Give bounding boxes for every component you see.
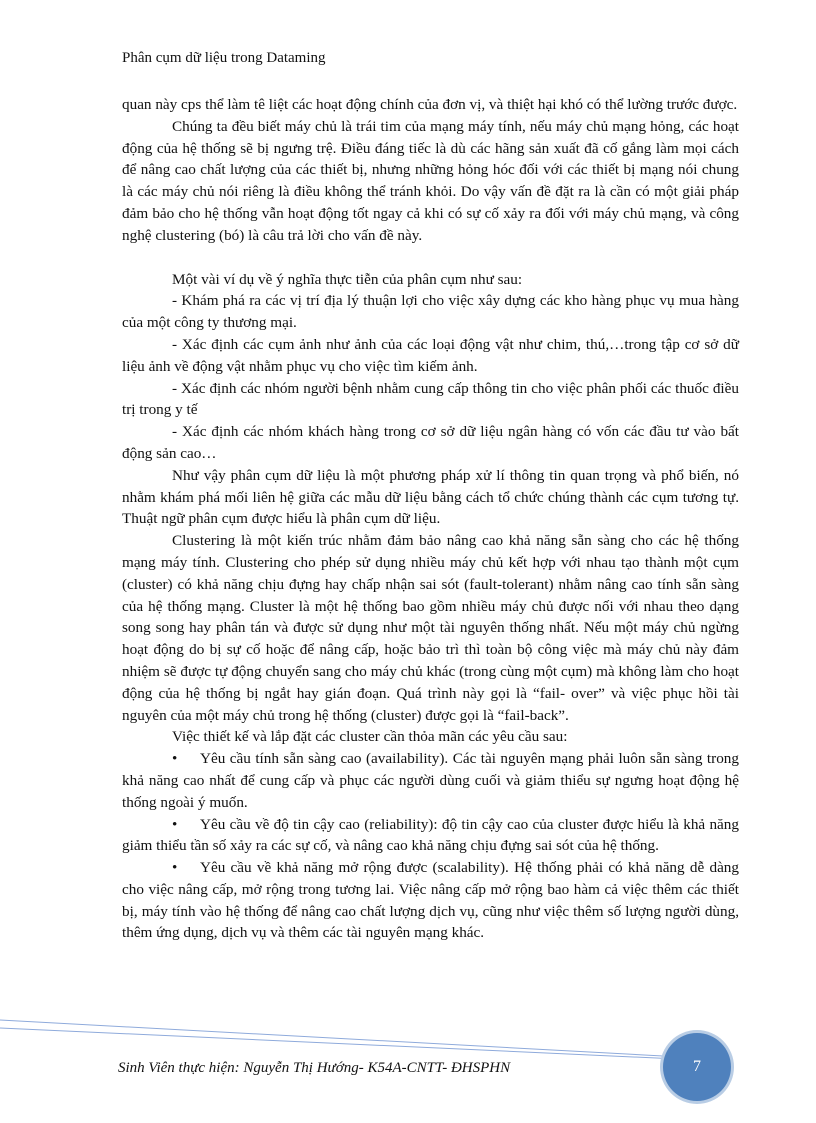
bullet-item xyxy=(122,814,739,858)
list-item: - Khám phá ra các vị trí địa lý thuận lợi cho việc xây dựng các kho hàng phục vụ mua hàng của một công ty thương mại. xyxy=(122,292,739,332)
paragraph: Clustering là một kiến trúc nhằm đảm bảo nâng cao khả năng sẵn sàng cho các hệ thống mạng máy tính. Clustering cho phép sử dụng nhiều máy chủ kết hợp với nhau tạo thành một cụm (cluster) có khả năng chịu đựng hay chấp nhận sai sót (fault-tolerant) nhằm nâng cao tính sẵn sàng của hệ thống mạng. Cluster là một hệ thống bao gồm nhiều máy chủ được nối với nhau theo dạng song song hay phân tán và được sử dụng như một tài nguyên thống nhất. Nếu một máy chủ ngừng hoạt động do bị sự cố hoặc để nâng cấp, hoặc bảo trì thì toàn bộ công việc mà máy chủ này đảm nhiệm sẽ được tự động chuyển sang cho máy chủ khác (trong cùng một cụm) mà không làm cho hoạt động của hệ thống bị ngắt hay gián đoạn. Quá trình này gọi là “fail- over” và việc phục hồi tài nguyên của một máy chủ trong hệ thống (cluster) được gọi là “fail-back”. xyxy=(122,532,739,724)
bullet-text: Yêu cầu về độ tin cậy cao (reliability): độ tin cậy cao của cluster được hiểu là khả năng giảm thiểu tần số xảy ra các sự cố, và nâng cao khả năng chịu đựng sai sót của hệ thống. xyxy=(122,815,739,855)
bullet-icon: • xyxy=(172,859,178,877)
paragraph: Việc thiết kế và lắp đặt các cluster cần thỏa mãn các yêu cầu sau: xyxy=(172,728,568,746)
paragraph: Một vài ví dụ về ý nghĩa thực tiễn của phân cụm như sau: xyxy=(172,270,523,288)
bullet-item xyxy=(122,748,739,813)
paragraph: Chúng ta đều biết máy chủ là trái tim của mạng máy tính, nếu máy chủ mạng hỏng, các hoạt động của hệ thống sẽ bị ngưng trệ. Điều đáng tiếc là dù các hãng sản xuất đã cố gắng làm mọi cách để nâng cao chất lượng của các thiết bị, nhưng những hỏng hóc đối với các thiết bị mạng nói chung là các máy chủ nói riêng là điều không thể tránh khỏi. Do vậy vấn đề đặt ra là cần có một giải pháp đảm bảo cho hệ thống vẫn hoạt động tốt ngay cả khi có sự cố xảy ra đối với máy chủ mạng, và công nghệ clustering (bó) là câu trả lời cho vấn đề này. xyxy=(122,117,739,244)
list-item: - Xác định các cụm ảnh như ảnh của các loại động vật như chim, thú,…trong tập cơ sở dữ liệu ảnh về động vật nhằm phục vụ cho việc tìm kiếm ảnh. xyxy=(122,335,739,375)
paragraph-gap xyxy=(122,247,739,269)
bullet-text: Yêu cầu tính sẵn sàng cao (availability). Các tài nguyên mạng phải luôn sẵn sàng trong khả năng cao nhất để cung cấp và phục các người dùng cuối và giảm thiểu sự ngưng hoạt động hệ thống ngoài ý muốn. xyxy=(122,750,739,811)
paragraph: quan này cps thể làm tê liệt các hoạt động chính của đơn vị, và thiệt hại khó có thể lường trước được. xyxy=(122,96,738,113)
page-header: Phân cụm dữ liệu trong Dataming xyxy=(122,50,326,66)
page-number: 7 xyxy=(693,1058,701,1075)
bullet-icon: • xyxy=(172,750,178,768)
paragraph: Như vậy phân cụm dữ liệu là một phương pháp xử lí thông tin quan trọng và phổ biến, nó nhằm khám phá mối liên hệ giữa các mẫu dữ liệu bằng cách tổ chức chúng thành các cụm tương tự. Thuật ngữ phân cụm được hiểu là phân cụm dữ liệu. xyxy=(122,466,739,528)
footer-text: Sinh Viên thực hiện: Nguyễn Thị Hướng- K54A-CNTT- ĐHSPHN xyxy=(118,1060,511,1076)
bullet-text: Yêu cầu về khả năng mở rộng được (scalability). Hệ thống phải có khả năng dễ dàng cho việc nâng cấp, mở rộng trong tương lai. Việc nâng cấp mở rộng bao hàm cả việc thêm các thiết bị, máy tính vào hệ thống để nâng cao chất lượng dịch vụ, cũng như việc thêm số lượng người dùng, thêm ứng dụng, dịch vụ và thêm các tài nguyên mạng khác. xyxy=(122,859,739,942)
bullet-item xyxy=(122,857,739,944)
bullet-icon: • xyxy=(172,815,178,833)
document-body xyxy=(122,94,739,944)
list-item: - Xác định các nhóm người bệnh nhằm cung cấp thông tin cho việc phân phối các thuốc điều trị trong y tế xyxy=(122,379,739,419)
list-item: - Xác định các nhóm khách hàng trong cơ sở dữ liệu ngân hàng có vốn các đầu tư vào bất động sản cao… xyxy=(122,423,739,462)
